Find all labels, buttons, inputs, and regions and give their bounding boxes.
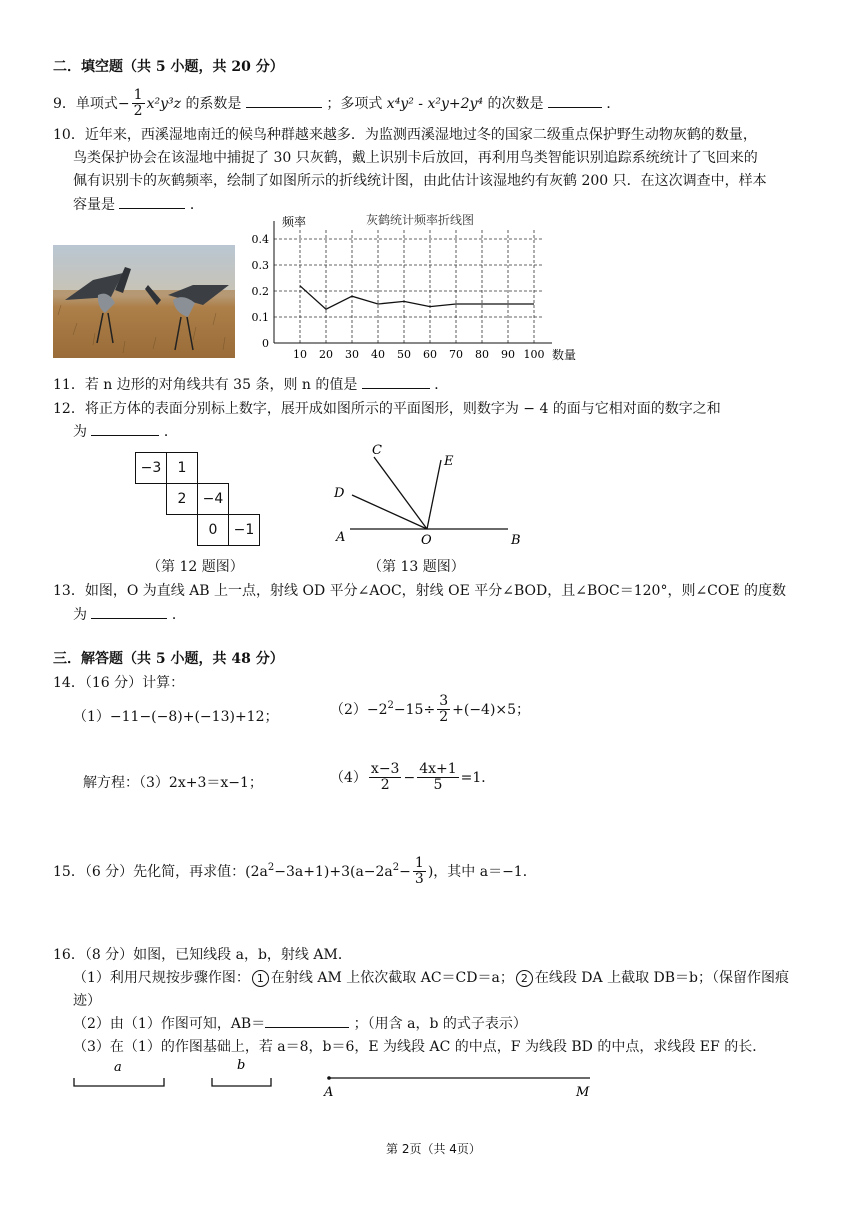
- q14-p2-c: +(−4)×5；: [452, 701, 531, 718]
- label-d: D: [334, 486, 345, 501]
- q16-p1-a: （1）利用尺规按步骤作图：: [73, 970, 250, 986]
- angle-figure: [330, 440, 530, 548]
- net-cell: 2: [166, 483, 198, 515]
- net-cell: −1: [228, 514, 260, 546]
- q12-text: 为: [73, 424, 87, 440]
- answer-blank[interactable]: [362, 374, 430, 389]
- q14-p2-a: （2）−2: [330, 701, 388, 718]
- x-tick-label: 100: [523, 348, 545, 361]
- question-9: [53, 88, 620, 120]
- q14-p2-fraction: [437, 694, 450, 726]
- q16-p2-a: （2）由（1）作图可知，AB＝: [73, 1016, 266, 1032]
- ray-oe: [427, 460, 441, 529]
- question-10-line-4: [73, 194, 204, 214]
- q9-monomial: x²y³z: [146, 95, 181, 112]
- q9-frac-num: 1: [133, 87, 143, 103]
- x-tick-label: 30: [345, 348, 359, 361]
- q14-p4-fraction-1: [369, 762, 402, 794]
- q14-p4-a: （4）: [330, 769, 367, 786]
- label-c: C: [372, 443, 382, 458]
- answer-blank[interactable]: [265, 1013, 349, 1028]
- q16-p1-b: 在射线 AM 上依次截取 AC＝CD＝a；: [270, 970, 514, 986]
- y-tick-label: 0.3: [251, 259, 269, 272]
- frac-den: 2: [380, 777, 390, 794]
- chart-title: 灰鹤统计频率折线图: [366, 213, 475, 227]
- q10-end: ．: [189, 197, 204, 213]
- q14-p2-b: −15÷: [393, 701, 436, 718]
- q9-frac-den: 2: [133, 103, 143, 120]
- q9-fraction: [132, 88, 145, 120]
- net-cell: 1: [166, 452, 198, 484]
- series-line: [300, 286, 534, 309]
- q9-semi: ；多项式: [326, 95, 383, 112]
- y-tick-label: 0: [262, 337, 269, 350]
- question-15: [53, 856, 537, 888]
- x-tick-label: 20: [319, 348, 333, 361]
- answer-blank[interactable]: [246, 93, 322, 108]
- ray-od: [352, 495, 427, 529]
- net-cell: −4: [197, 483, 229, 515]
- label-o: O: [421, 533, 432, 548]
- label-a: A: [336, 530, 346, 545]
- label-b: B: [511, 533, 521, 548]
- y-axis-label: 频率: [282, 215, 307, 229]
- label-e: E: [444, 454, 454, 469]
- frac-den: 2: [439, 709, 449, 726]
- section-3-header: 三．解答题（共 5 小题，共 48 分）: [53, 651, 284, 667]
- q12-end: ．: [163, 424, 178, 440]
- q15-a: 15．（6 分）先化简，再求值：(2a: [53, 863, 268, 880]
- q13-end: ．: [171, 607, 186, 623]
- frequency-line-chart: [248, 212, 588, 367]
- figure-13-caption: （第 13 题图）: [368, 559, 465, 575]
- q16-part-1: [73, 967, 789, 987]
- q11-text: 11．若 n 边形的对角线共有 35 条，则 n 的值是: [53, 377, 358, 393]
- frac-num: 1: [414, 855, 424, 871]
- y-tick-label: 0.2: [251, 285, 269, 298]
- x-tick-label: 70: [449, 348, 463, 361]
- ray-label-m: M: [576, 1085, 590, 1100]
- q16-p1-c: 在线段 DA 上截取 DB＝b；（保留作图痕: [534, 970, 789, 986]
- q9-lead: 单项式: [75, 95, 118, 112]
- question-10-line-2: 鸟类保护协会在该湿地中捕捉了 30 只灰鹤，戴上识别卡后放回，再利用鸟类智能识别追踪系统统计了飞回来的: [73, 150, 758, 166]
- q14-p4-fraction-2: [417, 762, 458, 794]
- page-footer: 第 2页（共 4页）: [386, 1142, 481, 1156]
- answer-blank[interactable]: [91, 421, 159, 436]
- question-12-line-1: 12．将正方体的表面分别标上数字，展开成如图所示的平面图形，则数字为 − 4 的面与它相对面的数字之和: [53, 401, 721, 417]
- question-number: 10．: [53, 127, 85, 143]
- q9-deg-text: 的次数是: [487, 95, 544, 112]
- q9-sign: −: [117, 95, 130, 112]
- net-cell: 0: [197, 514, 229, 546]
- segment-b-label: b: [237, 1058, 246, 1073]
- q9-polynomial: x⁴y² - x²y+2y⁴: [386, 95, 484, 112]
- step-1-marker: 1: [252, 970, 269, 987]
- answer-blank[interactable]: [91, 604, 167, 619]
- q14-part-2: [330, 694, 530, 726]
- x-tick-label: 50: [397, 348, 411, 361]
- q14-part-1: （1）−11−(−8)+(−13)+12；: [73, 709, 279, 725]
- question-10-line-1: [53, 124, 757, 144]
- q16-p2-b: ；（用含 a，b 的式子表示）: [353, 1016, 527, 1032]
- x-tick-label: 60: [423, 348, 437, 361]
- q14-p4-minus: −: [403, 769, 416, 786]
- frac-num: x−3: [370, 761, 400, 777]
- question-10-line-3: 佩有识别卡的灰鹤频率，绘制了如图所示的折线统计图，由此估计该湿地约有灰鹤 200 只．在这次调查中，样本: [73, 173, 767, 189]
- x-axis-label: 数量: [552, 348, 577, 362]
- frac-num: 4x+1: [419, 761, 457, 777]
- q13-text: 为: [73, 607, 87, 623]
- ray-label-a: A: [324, 1085, 334, 1100]
- question-11: [53, 374, 448, 394]
- section-2-header: 二．填空题（共 5 小题，共 20 分）: [53, 59, 284, 75]
- segment-b: [212, 1078, 271, 1086]
- question-14-head: 14．（16 分）计算：: [53, 675, 185, 691]
- question-13-line-2: [73, 604, 186, 624]
- segments-figure: [60, 1056, 600, 1102]
- x-tick-label: 80: [475, 348, 489, 361]
- q10-text: 容量是: [73, 197, 115, 213]
- net-cell: −3: [135, 452, 167, 484]
- q14-p4-end: =1．: [460, 769, 496, 786]
- x-tick-label: 40: [371, 348, 385, 361]
- frac-den: 5: [433, 777, 443, 794]
- x-tick-label: 90: [501, 348, 515, 361]
- q15-exponent: 2: [392, 862, 400, 874]
- ray-oc: [374, 457, 427, 529]
- crane-photo: [53, 245, 235, 358]
- segment-a: [74, 1078, 164, 1086]
- q10-text: 近年来，西溪湿地南迁的候鸟种群越来越多．为监测西溪湿地过冬的国家二级重点保护野生动物灰鹤的数量，: [84, 127, 757, 143]
- q16-part-3: （3）在（1）的作图基础上，若 a＝8，b＝6，E 为线段 AC 的中点，F 为线段 BD 的中点，求线段 EF 的长．: [73, 1039, 767, 1055]
- step-2-marker: 2: [516, 970, 533, 987]
- question-13-line-1: 13．如图，O 为直线 AB 上一点，射线 OD 平分∠AOC，射线 OE 平分∠BOD，且∠BOC＝120°，则∠COE 的度数: [53, 583, 787, 599]
- q15-c: −: [399, 863, 411, 880]
- q15-fraction: [413, 856, 426, 888]
- answer-blank[interactable]: [119, 194, 185, 209]
- q15-d: )，其中 a＝−1．: [427, 863, 537, 880]
- question-number: 9．: [53, 95, 76, 112]
- x-tick-label: 10: [293, 348, 307, 361]
- q11-end: ．: [434, 377, 449, 393]
- y-tick-label: 0.4: [251, 233, 269, 246]
- frac-num: 3: [439, 693, 449, 709]
- q16-part-1-cont: 迹）: [73, 993, 101, 1009]
- frac-den: 3: [414, 871, 424, 888]
- q14-part-3: 解方程：（3）2x+3＝x−1；: [83, 775, 263, 791]
- segment-a-label: a: [114, 1060, 122, 1075]
- q9-coef-text: 的系数是: [185, 95, 242, 112]
- question-12-line-2: [73, 421, 178, 441]
- q15-b: −3a+1)+3(a−2a: [274, 863, 393, 880]
- y-tick-label: 0.1: [251, 311, 269, 324]
- answer-blank[interactable]: [548, 93, 602, 108]
- q14-part-4: [330, 762, 495, 794]
- q9-end: ．: [606, 95, 621, 112]
- q16-part-2: [73, 1013, 527, 1033]
- figure-12-caption: （第 12 题图）: [147, 559, 244, 575]
- question-16-head: 16．（8 分）如图，已知线段 a，b，射线 AM．: [53, 947, 352, 963]
- q15-exponent: 2: [267, 862, 275, 874]
- q14-p2-exponent: 2: [387, 700, 394, 712]
